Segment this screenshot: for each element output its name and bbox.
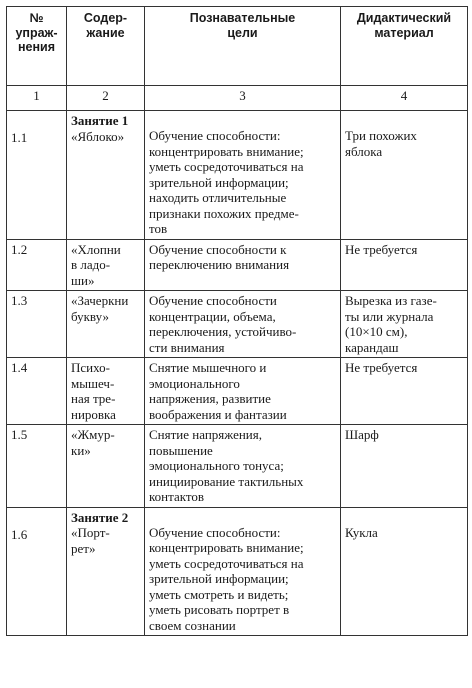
exercise-number-cell: 1.6	[7, 507, 67, 636]
content-text: «Жмур-	[71, 427, 115, 442]
column-number-cell: 3	[145, 86, 341, 111]
column-number-row	[7, 86, 468, 111]
header-text: нения	[17, 40, 56, 54]
header-text: Познавательные	[189, 11, 296, 25]
content-text: «Хлопни	[71, 241, 121, 257]
table-row	[7, 358, 468, 425]
exercise-number-cell: 1.4	[7, 358, 67, 425]
goal-text: контактов	[149, 489, 205, 504]
material-text: Не требуется	[345, 360, 418, 375]
goal-text: признаки похожих предме-	[149, 205, 299, 221]
material-text: Не требуется	[345, 241, 418, 257]
content-text: «Яблоко»	[71, 128, 125, 144]
content-text: ши»	[71, 272, 95, 288]
exercise-table	[6, 6, 468, 636]
goal-text: находить отличительные	[149, 190, 287, 205]
goal-text: своем сознании	[149, 617, 236, 633]
material-cell	[341, 507, 468, 636]
column-number-cell: 1	[7, 86, 67, 111]
content-cell	[67, 291, 145, 358]
goal-text: Обучение способности:	[149, 128, 281, 143]
material-cell	[341, 291, 468, 358]
header-text: Содер-	[83, 11, 128, 25]
goal-text: сти внимания	[149, 339, 225, 355]
exercise-number-cell: 1.1	[7, 111, 67, 240]
material-cell	[341, 425, 468, 508]
lesson-title: Занятие 1	[71, 113, 129, 128]
table-body	[7, 86, 468, 636]
table-row	[7, 239, 468, 291]
header-text: цели	[227, 25, 258, 40]
material-cell	[341, 239, 468, 291]
goal-text: эмоционального	[149, 375, 240, 391]
goal-text: Обучение способности к	[149, 241, 287, 257]
header-cell	[341, 7, 468, 86]
table-row	[7, 425, 468, 508]
table-row	[7, 291, 468, 358]
content-text: нировка	[71, 406, 116, 422]
goals-cell	[145, 507, 341, 636]
goal-text: концентрировать внимание;	[149, 143, 304, 159]
goal-text: эмоционального тонуса;	[149, 458, 284, 473]
goals-cell	[145, 291, 341, 358]
goal-text: зрительной информации;	[149, 571, 289, 586]
header-text: жание	[86, 25, 125, 40]
material-cell	[341, 358, 468, 425]
exercise-number-cell: 1.5	[7, 425, 67, 508]
goals-cell	[145, 425, 341, 508]
material-text: Шарф	[345, 427, 379, 442]
content-cell	[67, 507, 145, 636]
lesson-title: Занятие 2	[71, 509, 129, 525]
goal-text: напряжения, развитие	[149, 391, 271, 406]
spacer	[149, 113, 336, 128]
goal-text: Обучение способности	[149, 293, 277, 308]
goal-text: Снятие мышечного и	[149, 360, 267, 375]
goal-text: инициирование тактильных	[149, 473, 304, 489]
goals-cell	[145, 358, 341, 425]
content-text: мышеч-	[71, 375, 115, 391]
spacer	[149, 510, 336, 525]
material-cell	[341, 111, 468, 240]
goal-text: тов	[149, 221, 168, 236]
material-text: (10×10 см),	[345, 324, 408, 339]
spacer	[345, 113, 463, 128]
exercise-number-cell: 1.2	[7, 239, 67, 291]
column-number-cell: 2	[67, 86, 145, 111]
content-cell	[67, 239, 145, 291]
material-text: Три похожих	[345, 128, 417, 143]
content-cell	[67, 358, 145, 425]
exercise-number-cell: 1.3	[7, 291, 67, 358]
goals-cell	[145, 111, 341, 240]
goal-text: переключения, устойчиво-	[149, 324, 297, 339]
goal-text: Снятие напряжения,	[149, 427, 262, 442]
goal-text: концентрации, объема,	[149, 308, 276, 324]
goal-text: повышение	[149, 442, 213, 458]
content-text: в ладо-	[71, 257, 111, 272]
column-number-cell: 4	[341, 86, 468, 111]
content-cell	[67, 425, 145, 508]
goal-text: концентрировать внимание;	[149, 540, 304, 555]
content-text: «Порт-	[71, 525, 110, 540]
table-row	[7, 111, 468, 240]
goals-cell	[145, 239, 341, 291]
content-text: букву»	[71, 308, 109, 324]
goal-text: переключению внимания	[149, 257, 290, 272]
material-text: яблока	[345, 143, 383, 159]
material-text: карандаш	[345, 339, 399, 355]
goal-text: уметь сосредоточиваться на	[149, 159, 304, 174]
material-text: Вырезка из газе-	[345, 293, 437, 308]
content-text: ки»	[71, 442, 91, 458]
table-row	[7, 507, 468, 636]
header-text: материал	[374, 25, 434, 40]
goal-text: зрительной информации;	[149, 174, 289, 190]
goal-text: уметь рисовать портрет в	[149, 602, 290, 617]
content-text: «Зачеркни	[71, 293, 129, 308]
content-text: ная тре-	[71, 391, 116, 406]
goal-text: Обучение способности:	[149, 524, 281, 540]
header-text: Дидактический	[356, 11, 452, 25]
header-cell	[145, 7, 341, 86]
content-text: Психо-	[71, 360, 110, 375]
header-text: упраж-	[15, 25, 58, 40]
header-text: №	[29, 11, 44, 25]
goal-text: воображения и фантазии	[149, 406, 287, 422]
spacer	[345, 510, 463, 525]
goal-text: уметь смотреть и видеть;	[149, 586, 289, 602]
material-text: ты или журнала	[345, 308, 434, 324]
material-text: Кукла	[345, 524, 378, 540]
content-cell	[67, 111, 145, 240]
goal-text: уметь сосредоточиваться на	[149, 555, 304, 571]
header-cell	[7, 7, 67, 86]
content-text: рет»	[71, 540, 96, 556]
header-cell	[67, 7, 145, 86]
header-row	[7, 7, 468, 86]
